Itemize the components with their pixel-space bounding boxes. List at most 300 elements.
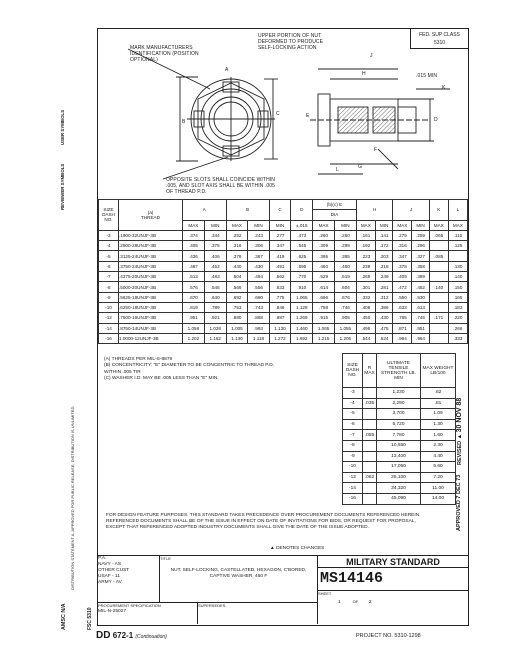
cell-j-min: .296: [412, 241, 429, 251]
cell-h-max: .269: [356, 272, 375, 282]
cell-h-max: .495: [356, 323, 375, 333]
cell-h-max: .301: [356, 282, 375, 292]
cell-l: .266: [448, 323, 467, 333]
th-l-max: MAX: [448, 220, 467, 230]
th-st-size: SIZE DASH NO.: [343, 354, 363, 388]
th-a: A: [183, 200, 227, 221]
cell-c: .562: [269, 272, 291, 282]
cell-l: .110: [448, 230, 467, 240]
cell-a-min: .375: [204, 241, 226, 251]
cell-h-max: .192: [356, 241, 375, 251]
cell-h-min: .218: [375, 261, 392, 271]
cell-r: .062: [363, 472, 377, 483]
cell-dash: -8: [99, 282, 119, 292]
title-label: TITLE: [160, 556, 171, 561]
cell-h-min: .249: [375, 272, 392, 282]
cell-b-min: .743: [248, 302, 269, 312]
cell-j-min: .327: [412, 251, 429, 261]
cell-k: .140: [429, 282, 448, 292]
cell-e-max: .260: [313, 230, 335, 240]
cell-uts: 34,320: [377, 483, 421, 494]
cell-dash: -3: [99, 230, 119, 240]
cell-thread: .3750-24UNJF-3B: [119, 261, 183, 271]
left-margin-amsc: AMSC N/A: [61, 603, 67, 630]
th-b-max: MAX: [226, 220, 248, 230]
cell-b-min: .430: [248, 261, 269, 271]
cell-dash: -7: [343, 430, 363, 441]
letter-f: F: [374, 147, 378, 153]
cell-h-max: .450: [356, 313, 375, 323]
dimension-table: [98, 199, 468, 344]
table-row: [99, 323, 468, 333]
cell-wt: 11.00: [421, 483, 456, 494]
cell-dash: -12: [99, 313, 119, 323]
letter-d: D: [434, 117, 438, 123]
cell-j-max: .279: [393, 230, 412, 240]
th-dia: DIA: [313, 210, 357, 220]
cell-k: [429, 323, 448, 333]
cell-b-max: .316: [226, 241, 248, 251]
of-label: OF: [352, 599, 359, 604]
cell-j-min: .259: [412, 230, 429, 240]
th-h-min: MIN: [375, 220, 392, 230]
cell-uts: 3,700: [377, 409, 421, 420]
cell-b-max: .252: [226, 230, 248, 240]
cell-uts: 13,400: [377, 451, 421, 462]
cell-l: .165: [448, 292, 467, 302]
table-row: [99, 272, 468, 282]
cell-k: [429, 241, 448, 251]
cell-e-min: 1.055: [334, 323, 356, 333]
cell-l: .220: [448, 313, 467, 323]
cell-k: [429, 261, 448, 271]
th-k-max: MAX: [429, 220, 448, 230]
th-e-max: MAX: [313, 220, 335, 230]
cell-dash: -16: [99, 333, 119, 343]
th-e-min: MIN: [334, 220, 356, 230]
cell-dash: -5: [99, 251, 119, 261]
cell-a-max: .513: [183, 272, 205, 282]
cell-e-min: .299: [334, 241, 356, 251]
cell-r: [363, 462, 377, 473]
cell-thread: .2500-28UNJF-3B: [119, 241, 183, 251]
cell-l: .333: [448, 333, 467, 343]
dim-015: .015 MIN: [416, 73, 438, 79]
form-continued: (Continuation): [135, 634, 167, 640]
cell-thread: 1.0000-12UNJF-3B: [119, 333, 183, 343]
cell-d: 1.065: [291, 292, 313, 302]
cell-h-max: .544: [356, 333, 375, 343]
cell-d: .545: [291, 241, 313, 251]
cell-wt: 1.60: [421, 430, 456, 441]
cell-uts: 5,720: [377, 419, 421, 430]
letter-e: E: [306, 113, 310, 119]
note-b: (B) CONCENTRICITY: "E" DIAMETER TO BE CONCENTRIC TO THREAD P.D. WITHIN .005 TIR: [104, 363, 274, 375]
table-row: [99, 251, 468, 261]
activity-label: P.A.: [98, 556, 107, 561]
cell-e-min: .385: [334, 251, 356, 261]
cell-l: .125: [448, 241, 467, 251]
cell-dash: -5: [343, 409, 363, 420]
letter-c: C: [276, 111, 280, 117]
cell-a-max: .374: [183, 230, 205, 240]
approved-label: APPROVED 7 DEC 73: [456, 474, 462, 531]
cell-a-max: .576: [183, 282, 205, 292]
cell-k: .171: [429, 313, 448, 323]
cell-uts: 2,290: [377, 398, 421, 409]
cell-wt: 1.09: [421, 409, 456, 420]
cell-thread: .5000-20UNJF-3B: [119, 282, 183, 292]
cell-a-max: 1.202: [183, 333, 205, 343]
left-margin-user-symbols: USER SYMBOLS: [60, 109, 65, 145]
cell-j-min: .389: [412, 272, 429, 282]
cell-j-min: .613: [412, 302, 429, 312]
cell-d: .473: [291, 230, 313, 240]
table-row: [99, 292, 468, 302]
cell-e-max: .309: [313, 241, 335, 251]
th-b: B: [226, 200, 269, 221]
fsc-value: 5310: [433, 40, 446, 46]
table-row: [343, 398, 456, 409]
cell-e-max: .666: [313, 292, 335, 302]
cell-b-min: .306: [248, 241, 269, 251]
cell-dash: -14: [99, 323, 119, 333]
cell-e-min: .450: [334, 261, 356, 271]
cell-dash: -10: [343, 462, 363, 473]
th-h: H: [356, 200, 392, 221]
sheet-number: 1: [338, 600, 341, 605]
cell-c: .775: [269, 292, 291, 302]
th-c: C: [269, 200, 291, 221]
cell-k: [429, 292, 448, 302]
cell-h-min: .386: [375, 302, 392, 312]
mil-std-cell: MILITARY STANDARD: [318, 556, 468, 568]
cell-a-max: .436: [183, 251, 205, 261]
cell-dash: -6: [99, 261, 119, 271]
drawing-sheet: [97, 28, 469, 626]
th-a-min: MIN: [204, 220, 226, 230]
cell-j-min: .452: [412, 282, 429, 292]
cell-uts: 1,230: [377, 388, 421, 399]
cell-c: .277: [269, 230, 291, 240]
cell-c: .347: [269, 241, 291, 251]
cell-a-min: .452: [204, 261, 226, 271]
upper-portion-note: UPPER PORTION OF NUT DEFORMED TO PRODUCE SELF-LOCKING ACTION: [258, 33, 324, 51]
table-row: [343, 430, 456, 441]
cell-r: [363, 483, 377, 494]
cell-k: [429, 302, 448, 312]
cell-h-min: .281: [375, 282, 392, 292]
supersedes-cell: SUPERSEDES:: [198, 602, 318, 624]
cell-dash: -3: [343, 388, 363, 399]
th-b-min: MIN: [248, 220, 269, 230]
cell-l: .183: [448, 302, 467, 312]
form-number: 672-1: [112, 631, 134, 640]
cell-k: .065: [429, 230, 448, 240]
cell-h-min: .475: [375, 323, 392, 333]
cell-h-max: .161: [356, 230, 375, 240]
cell-wt: .81: [421, 398, 456, 409]
cell-b-max: 1.130: [226, 333, 248, 343]
th-st-uts: ULTIMATE TENSILE STRENGTH LB. MIN: [377, 354, 421, 388]
cell-d: 1.692: [291, 333, 313, 343]
cell-e-min: 1.205: [334, 333, 356, 343]
table-row: [99, 241, 468, 251]
cell-thread: .3125-24UNJF-3B: [119, 251, 183, 261]
th-thread: (a) THREAD: [119, 200, 183, 231]
cell-l: .150: [448, 282, 467, 292]
cell-wt: 14.00: [421, 493, 456, 504]
cell-wt: .62: [421, 388, 456, 399]
sheet-cell: [318, 590, 468, 624]
cell-e-min: .905: [334, 313, 356, 323]
letter-a: A: [225, 67, 229, 73]
cell-c: .633: [269, 282, 291, 292]
cell-a-min: .789: [204, 302, 226, 312]
table-row: [99, 333, 468, 343]
cell-r: .055: [363, 430, 377, 441]
cell-j-max: .347: [393, 251, 412, 261]
slots-note: OPPOSITE SLOTS SHALL COINCIDE WITHIN .005, AND SLOT AXIS SHALL BE WITHIN .005 OF THREAD P.D.: [166, 177, 276, 195]
table-row: [343, 483, 456, 494]
cell-j-min: .530: [412, 292, 429, 302]
cell-b-max: .440: [226, 261, 248, 271]
precedence-note: FOR DESIGN FEATURE PURPOSES, THIS STANDARD TAKES PRECEDENCE OVER PROCUREMENT DOCUMENTS REFERENCED HEREIN. REFERENCED DOCUMENTS SHALL BE OF THE ISSUE IN EFFECT ON DATE OF INVITATIONS FOR BIDS, OR REQUEST FOR PROPOSAL, EXCEPT THAT REFERENCED ADOPTED INDUSTRY DOCUMENTS SHALL GIVE THE DATE OF THE ISSUE ADOPTED.: [106, 513, 421, 530]
cell-a-min: 1.162: [204, 333, 226, 343]
cell-h-min: .524: [375, 333, 392, 343]
cell-h-max: .406: [356, 302, 375, 312]
th-j: J: [393, 200, 429, 221]
title-block: [98, 555, 468, 625]
cell-e-min: .250: [334, 230, 356, 240]
cell-b-max: .504: [226, 272, 248, 282]
sheet-total: 2: [368, 600, 372, 605]
cell-dash: -4: [99, 241, 119, 251]
cell-dash: -9: [99, 292, 119, 302]
cell-e-min: .676: [334, 292, 356, 302]
left-margin-reviewer-symbols: REVIEWER SYMBOLS: [60, 163, 65, 210]
cell-b-min: 1.118: [248, 333, 269, 343]
activity-line-4: ARMY - AV: [98, 580, 122, 585]
cell-h-min: .203: [375, 251, 392, 261]
cell-h-min: .172: [375, 241, 392, 251]
side-view: [310, 69, 450, 174]
th-e: (b)(c) E: [313, 200, 357, 210]
cell-d: 1.128: [291, 302, 313, 312]
strength-table: [342, 353, 456, 505]
cell-wt: 4.40: [421, 451, 456, 462]
cell-dash: -4: [343, 398, 363, 409]
cell-r: [363, 388, 377, 399]
cell-b-min: .680: [248, 292, 269, 302]
table-row: [99, 261, 468, 271]
cell-a-max: .405: [183, 241, 205, 251]
cell-h-max: .238: [356, 261, 375, 271]
cell-j-max: .633: [393, 302, 412, 312]
th-c-min: MIN: [269, 220, 291, 230]
cell-a-max: .670: [183, 292, 205, 302]
cell-e-max: .915: [313, 313, 335, 323]
cell-thread: .4375-20UNJF-3B: [119, 272, 183, 282]
th-d: D: [291, 200, 313, 221]
cell-dash: -14: [343, 483, 363, 494]
cell-e-max: 1.065: [313, 323, 335, 333]
left-margin-fsc: FSC 5310: [87, 607, 93, 630]
cell-uts: 17,050: [377, 462, 421, 473]
cell-b-max: .753: [226, 302, 248, 312]
th-d-tol: ±.015: [291, 220, 313, 230]
cell-dash: -7: [99, 272, 119, 282]
notes: [104, 357, 292, 383]
cell-b-min: .556: [248, 282, 269, 292]
cell-a-max: .951: [183, 313, 205, 323]
title-cell: [160, 556, 318, 602]
cell-r: [363, 440, 377, 451]
th-j-max: MAX: [393, 220, 412, 230]
proc-label: PROCUREMENT SPECIFICATION: [98, 603, 161, 608]
cell-uts: 10,550: [377, 440, 421, 451]
mark-note: MARK MANUFACTURERS IDENTIFICATION (POSITION OPTIONAL): [130, 45, 199, 63]
table-row: [343, 388, 456, 399]
cell-h-min: .312: [375, 292, 392, 302]
cell-j-max: .550: [393, 292, 412, 302]
letter-j: J: [370, 53, 373, 59]
cell-r: [363, 493, 377, 504]
cell-c: .987: [269, 313, 291, 323]
cell-dash: -10: [99, 302, 119, 312]
th-j-min: MIN: [412, 220, 429, 230]
note-c: (C) WASHER I.D. MAY BE .005 LESS THAN "E" MIN.: [104, 376, 219, 382]
project-number: PROJECT NO. 5310-1298: [356, 633, 421, 639]
table-row: [99, 313, 468, 323]
cell-j-max: .984: [393, 333, 412, 343]
cell-a-min: 1.028: [204, 323, 226, 333]
cell-a-min: .921: [204, 313, 226, 323]
cell-r: .035: [363, 398, 377, 409]
table-row: [99, 302, 468, 312]
letter-k: K: [442, 85, 446, 91]
th-st-wt: MAX WEIGHT LB/100: [421, 354, 456, 388]
cell-uts: 45,090: [377, 493, 421, 504]
cell-e-max: .758: [313, 302, 335, 312]
cell-dash: -12: [343, 472, 363, 483]
revised-label: REVISED ▲ 30 NOV 88: [456, 397, 463, 465]
cell-a-min: .406: [204, 251, 226, 261]
cell-b-min: .494: [248, 272, 269, 282]
cell-e-max: 1.215: [313, 333, 335, 343]
cell-j-max: .871: [393, 323, 412, 333]
table-row: [99, 230, 468, 240]
standard-title: NUT, SELF-LOCKING, CASTELLATED, HEXAGON, C'BORED, CAPTIVE WASHER, 450 F: [170, 568, 307, 579]
cell-thread: .6250-18UNJF-3B: [119, 302, 183, 312]
table-row: [343, 419, 456, 430]
cell-c: .419: [269, 251, 291, 261]
cell-e-max: .614: [313, 282, 335, 292]
activity-line-2: OTHER CUST: [98, 568, 130, 573]
standard-number: MS14146: [320, 570, 384, 587]
cell-l: .130: [448, 261, 467, 271]
cell-c: .491: [269, 261, 291, 271]
cell-e-max: .460: [313, 261, 335, 271]
letter-h: H: [362, 71, 366, 77]
form-dd: DD: [96, 630, 111, 641]
cell-a-min: .640: [204, 292, 226, 302]
cell-thread: .8750-14UNJF-3B: [119, 323, 183, 333]
cell-wt: 7.20: [421, 472, 456, 483]
proc-cell: [98, 602, 198, 624]
cell-j-max: .378: [393, 261, 412, 271]
front-view: [128, 49, 278, 179]
cell-b-min: .367: [248, 251, 269, 261]
cell-thread: .1900-32UNJF-3B: [119, 230, 183, 240]
table-row: [343, 451, 456, 462]
cell-k: [429, 333, 448, 343]
table-row: [343, 440, 456, 451]
cell-b-max: .692: [226, 292, 248, 302]
th-size: SIZE DASH NO.: [99, 200, 119, 231]
cell-b-min: .993: [248, 323, 269, 333]
letter-l: L: [336, 167, 339, 173]
cell-j-max: .765: [393, 313, 412, 323]
th-a-max: MAX: [183, 220, 205, 230]
th-k: K: [429, 200, 448, 221]
cell-b-max: 1.005: [226, 323, 248, 333]
note-a: (A) THREADS PER MIL-S-8879: [104, 357, 173, 362]
cell-a-min: .483: [204, 272, 226, 282]
cell-l: .140: [448, 272, 467, 282]
cell-c: 1.130: [269, 323, 291, 333]
cell-h-min: .141: [375, 230, 392, 240]
cell-b-max: .378: [226, 251, 248, 261]
table-row: [343, 493, 456, 504]
cell-d: .910: [291, 282, 313, 292]
cell-j-max: .316: [393, 241, 412, 251]
cell-e-min: .604: [334, 282, 356, 292]
cell-h-min: .430: [375, 313, 392, 323]
cell-d: 1.460: [291, 323, 313, 333]
cell-r: [363, 419, 377, 430]
cell-a-max: 1.058: [183, 323, 205, 333]
cell-d: .695: [291, 261, 313, 271]
cell-a-max: .819: [183, 302, 205, 312]
cell-e-min: .519: [334, 272, 356, 282]
cell-uts: 25,100: [377, 472, 421, 483]
left-margin-distribution: DISTRIBUTION STATEMENT A. APPROVED FOR PUBLIC RELEASE; DISTRIBUTION IS UNLIMITED.: [70, 405, 75, 590]
fsc-label: FED. SUP CLASS: [419, 32, 460, 38]
cell-dash: -16: [343, 493, 363, 504]
table-row: [343, 409, 456, 420]
activity-line-3: USAF - 11: [98, 574, 121, 579]
cell-d: .625: [291, 251, 313, 261]
cell-b-min: .868: [248, 313, 269, 323]
cell-e-max: .395: [313, 251, 335, 261]
cell-j-min: .745: [412, 313, 429, 323]
th-l: L: [448, 200, 467, 221]
table-row: [99, 282, 468, 292]
cell-thread: .7500-16UNJF-3B: [119, 313, 183, 323]
cell-uts: 7,780: [377, 430, 421, 441]
cell-h-max: .223: [356, 251, 375, 261]
cell-l: [448, 251, 467, 261]
cell-r: [363, 451, 377, 462]
cell-j-max: .409: [393, 272, 412, 282]
form-footer: [96, 630, 167, 641]
cell-dash: -8: [343, 440, 363, 451]
cell-b-max: .566: [226, 282, 248, 292]
cell-d: .770: [291, 272, 313, 282]
cell-dash: -6: [343, 419, 363, 430]
cell-d: 1.269: [291, 313, 313, 323]
